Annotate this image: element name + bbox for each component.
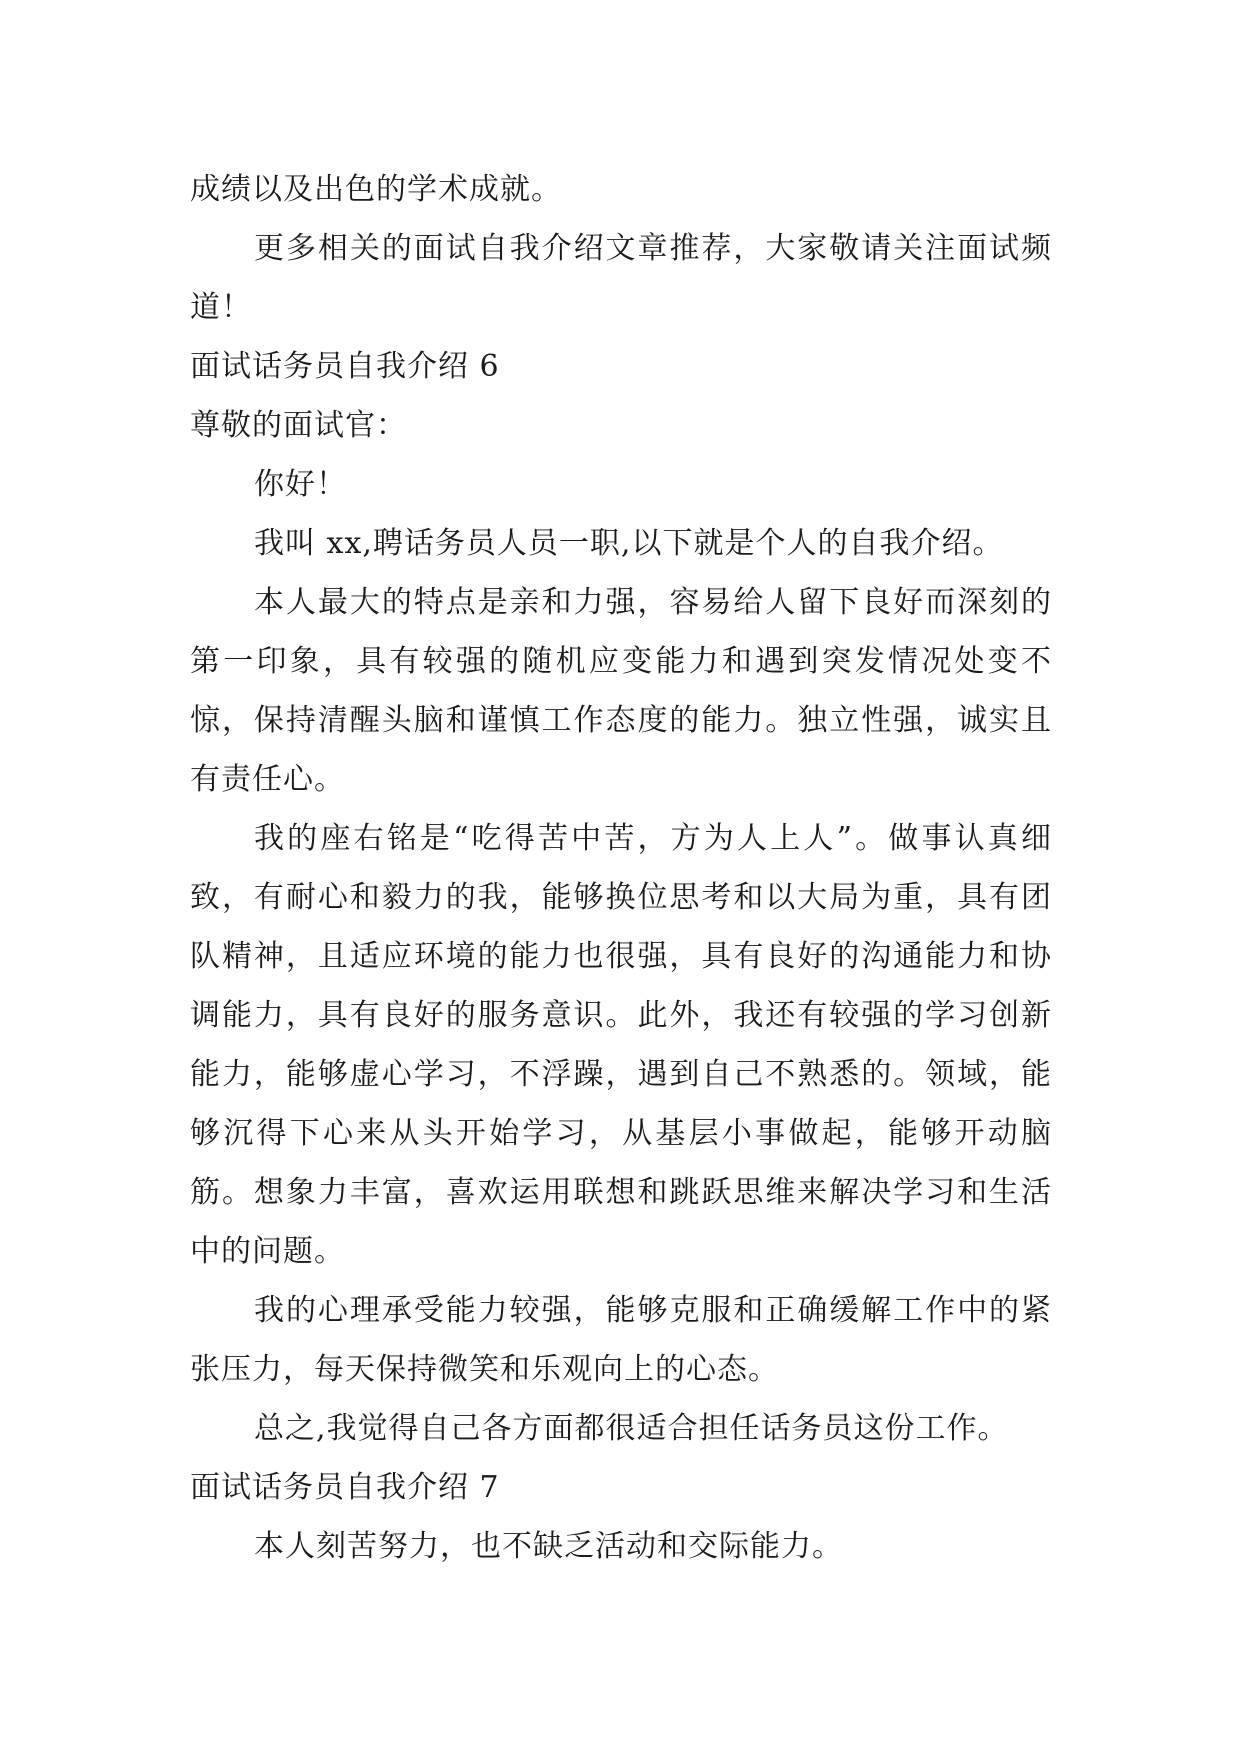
greeting: 你好！ (254, 467, 347, 502)
salutation: 尊敬的面试官： (190, 408, 407, 443)
document-body (190, 160, 1052, 1576)
paragraph-pressure: 我的心理承受能力较强，能够克服和正确缓解工作中的紧张压力，每天保持微笑和乐观向上的心态。 (190, 1293, 1052, 1387)
paragraph-intro: 我叫 xx,聘话务员人员一职,以下就是个人的自我介绍。 (254, 526, 1004, 561)
section-title-7: 面试话务员自我介绍 7 (190, 1470, 500, 1505)
paragraph-2: 更多相关的面试自我介绍文章推荐，大家敬请关注面试频道！ (190, 231, 1052, 325)
section-title-6: 面试话务员自我介绍 6 (190, 349, 500, 384)
paragraph-last: 本人刻苦努力，也不缺乏活动和交际能力。 (254, 1529, 843, 1564)
paragraph-1: 成绩以及出色的学术成就。 (190, 172, 562, 207)
paragraph-conclusion: 总之,我觉得自己各方面都很适合担任话务员这份工作。 (254, 1411, 1009, 1446)
paragraph-traits: 本人最大的特点是亲和力强，容易给人留下良好而深刻的第一印象，具有较强的随机应变能力和遇到突发情况处变不惊，保持清醒头脑和谨慎工作态度的能力。独立性强，诚实且有责任心。 (190, 585, 1052, 797)
paragraph-motto: 我的座右铭是“吃得苦中苦，方为人上人”。做事认真细致，有耐心和毅力的我，能够换位思考和以大局为重，具有团队精神，且适应环境的能力也很强，具有良好的沟通能力和协调能力，具有良好的服务意识。此外，我还有较强的学习创新能力，能够虚心学习，不浮躁，遇到自己不熟悉的。领域，能够沉得下心来从头开始学习，从基层小事做起，能够开动脑筋。想象力丰富，喜欢运用联想和跳跃思维来解决学习和生活中的问题。 (190, 821, 1052, 1269)
